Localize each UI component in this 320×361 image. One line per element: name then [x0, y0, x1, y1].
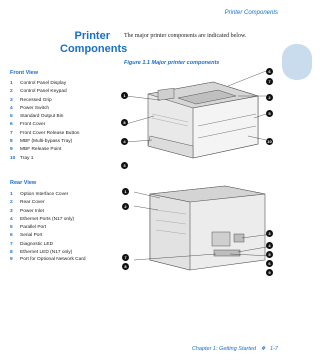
intro-text: The major printer components are indicated below. — [124, 33, 247, 39]
rear-callout: 3 — [266, 230, 273, 237]
list-item: 1 Option Interface Cover — [10, 192, 69, 197]
page-title — [60, 30, 128, 56]
list-item: 6 Front Cover — [10, 122, 46, 128]
front-callout: 3 — [121, 162, 128, 169]
front-callout: 10 — [267, 139, 272, 144]
list-item: 9 MBF Release Point — [10, 147, 62, 153]
page-footer — [192, 346, 278, 352]
chapter-tab — [282, 44, 312, 80]
front-callout: 2 — [266, 94, 273, 101]
rear-callout: 5 — [266, 251, 273, 258]
list-item: 7 Diagnostic LED — [10, 241, 54, 247]
list-item: 1 Control Panel Display — [10, 81, 67, 86]
rear-view-list — [10, 191, 120, 263]
page-title-line2: Components — [60, 43, 128, 55]
front-view-list — [10, 80, 120, 163]
front-callout: 8 — [121, 119, 128, 126]
front-callout: 7 — [266, 78, 273, 85]
list-item: 7 Front Cover Release Button — [10, 130, 80, 136]
list-item: 2 Control Panel Keypad — [10, 89, 67, 95]
rear-callout: 8 — [122, 263, 129, 270]
list-item: 4 Power Switch — [10, 105, 50, 111]
rear-callout: 4 — [266, 242, 273, 249]
running-header: Printer Components — [224, 10, 278, 16]
list-item: 6 Serial Port — [10, 233, 43, 239]
front-view-illustration — [118, 66, 278, 176]
list-item: 5 Parallel Port — [10, 225, 47, 231]
list-item: 8 MBF (Multi-bypass Tray) — [10, 139, 73, 145]
list-item: 3 Power Inlet — [10, 208, 44, 214]
footer-chapter: Chapter 1: Getting Started — [191, 346, 257, 352]
front-callout: 6 — [266, 68, 273, 75]
list-item: 5 Standard Output Bin — [10, 114, 64, 120]
front-view-heading: Front View — [10, 70, 39, 76]
rear-callout: 6 — [266, 260, 273, 267]
figure-caption: Figure 1.1 Major printer components — [124, 60, 220, 66]
list-item: 8 Ethernet LED (N17 only) — [10, 250, 73, 256]
list-item: 2 Rear Cover — [10, 200, 45, 206]
rear-callout: 9 — [266, 269, 273, 276]
rear-callout: 2 — [122, 203, 129, 210]
front-callout: 5 — [266, 110, 273, 117]
list-item: 3 Recessed Grip — [10, 97, 52, 103]
list-item: 10 Tray 1 — [10, 155, 34, 161]
list-item: 4 Ethernet Ports (N17 only) — [10, 216, 75, 222]
rear-view-heading: Rear View — [10, 180, 37, 186]
footer-bullet: ❖ — [260, 346, 266, 352]
front-callout: 1 — [121, 92, 128, 99]
rear-callout: 1 — [122, 188, 129, 195]
rear-callout: 7 — [122, 254, 129, 261]
page-title-line1: Printer — [74, 30, 110, 42]
footer-page-number: 1-7 — [270, 346, 278, 352]
front-callout: 4 — [121, 138, 128, 145]
rear-view-illustration — [130, 180, 280, 280]
list-item: 9 Port for Optional Network Card — [10, 257, 86, 263]
